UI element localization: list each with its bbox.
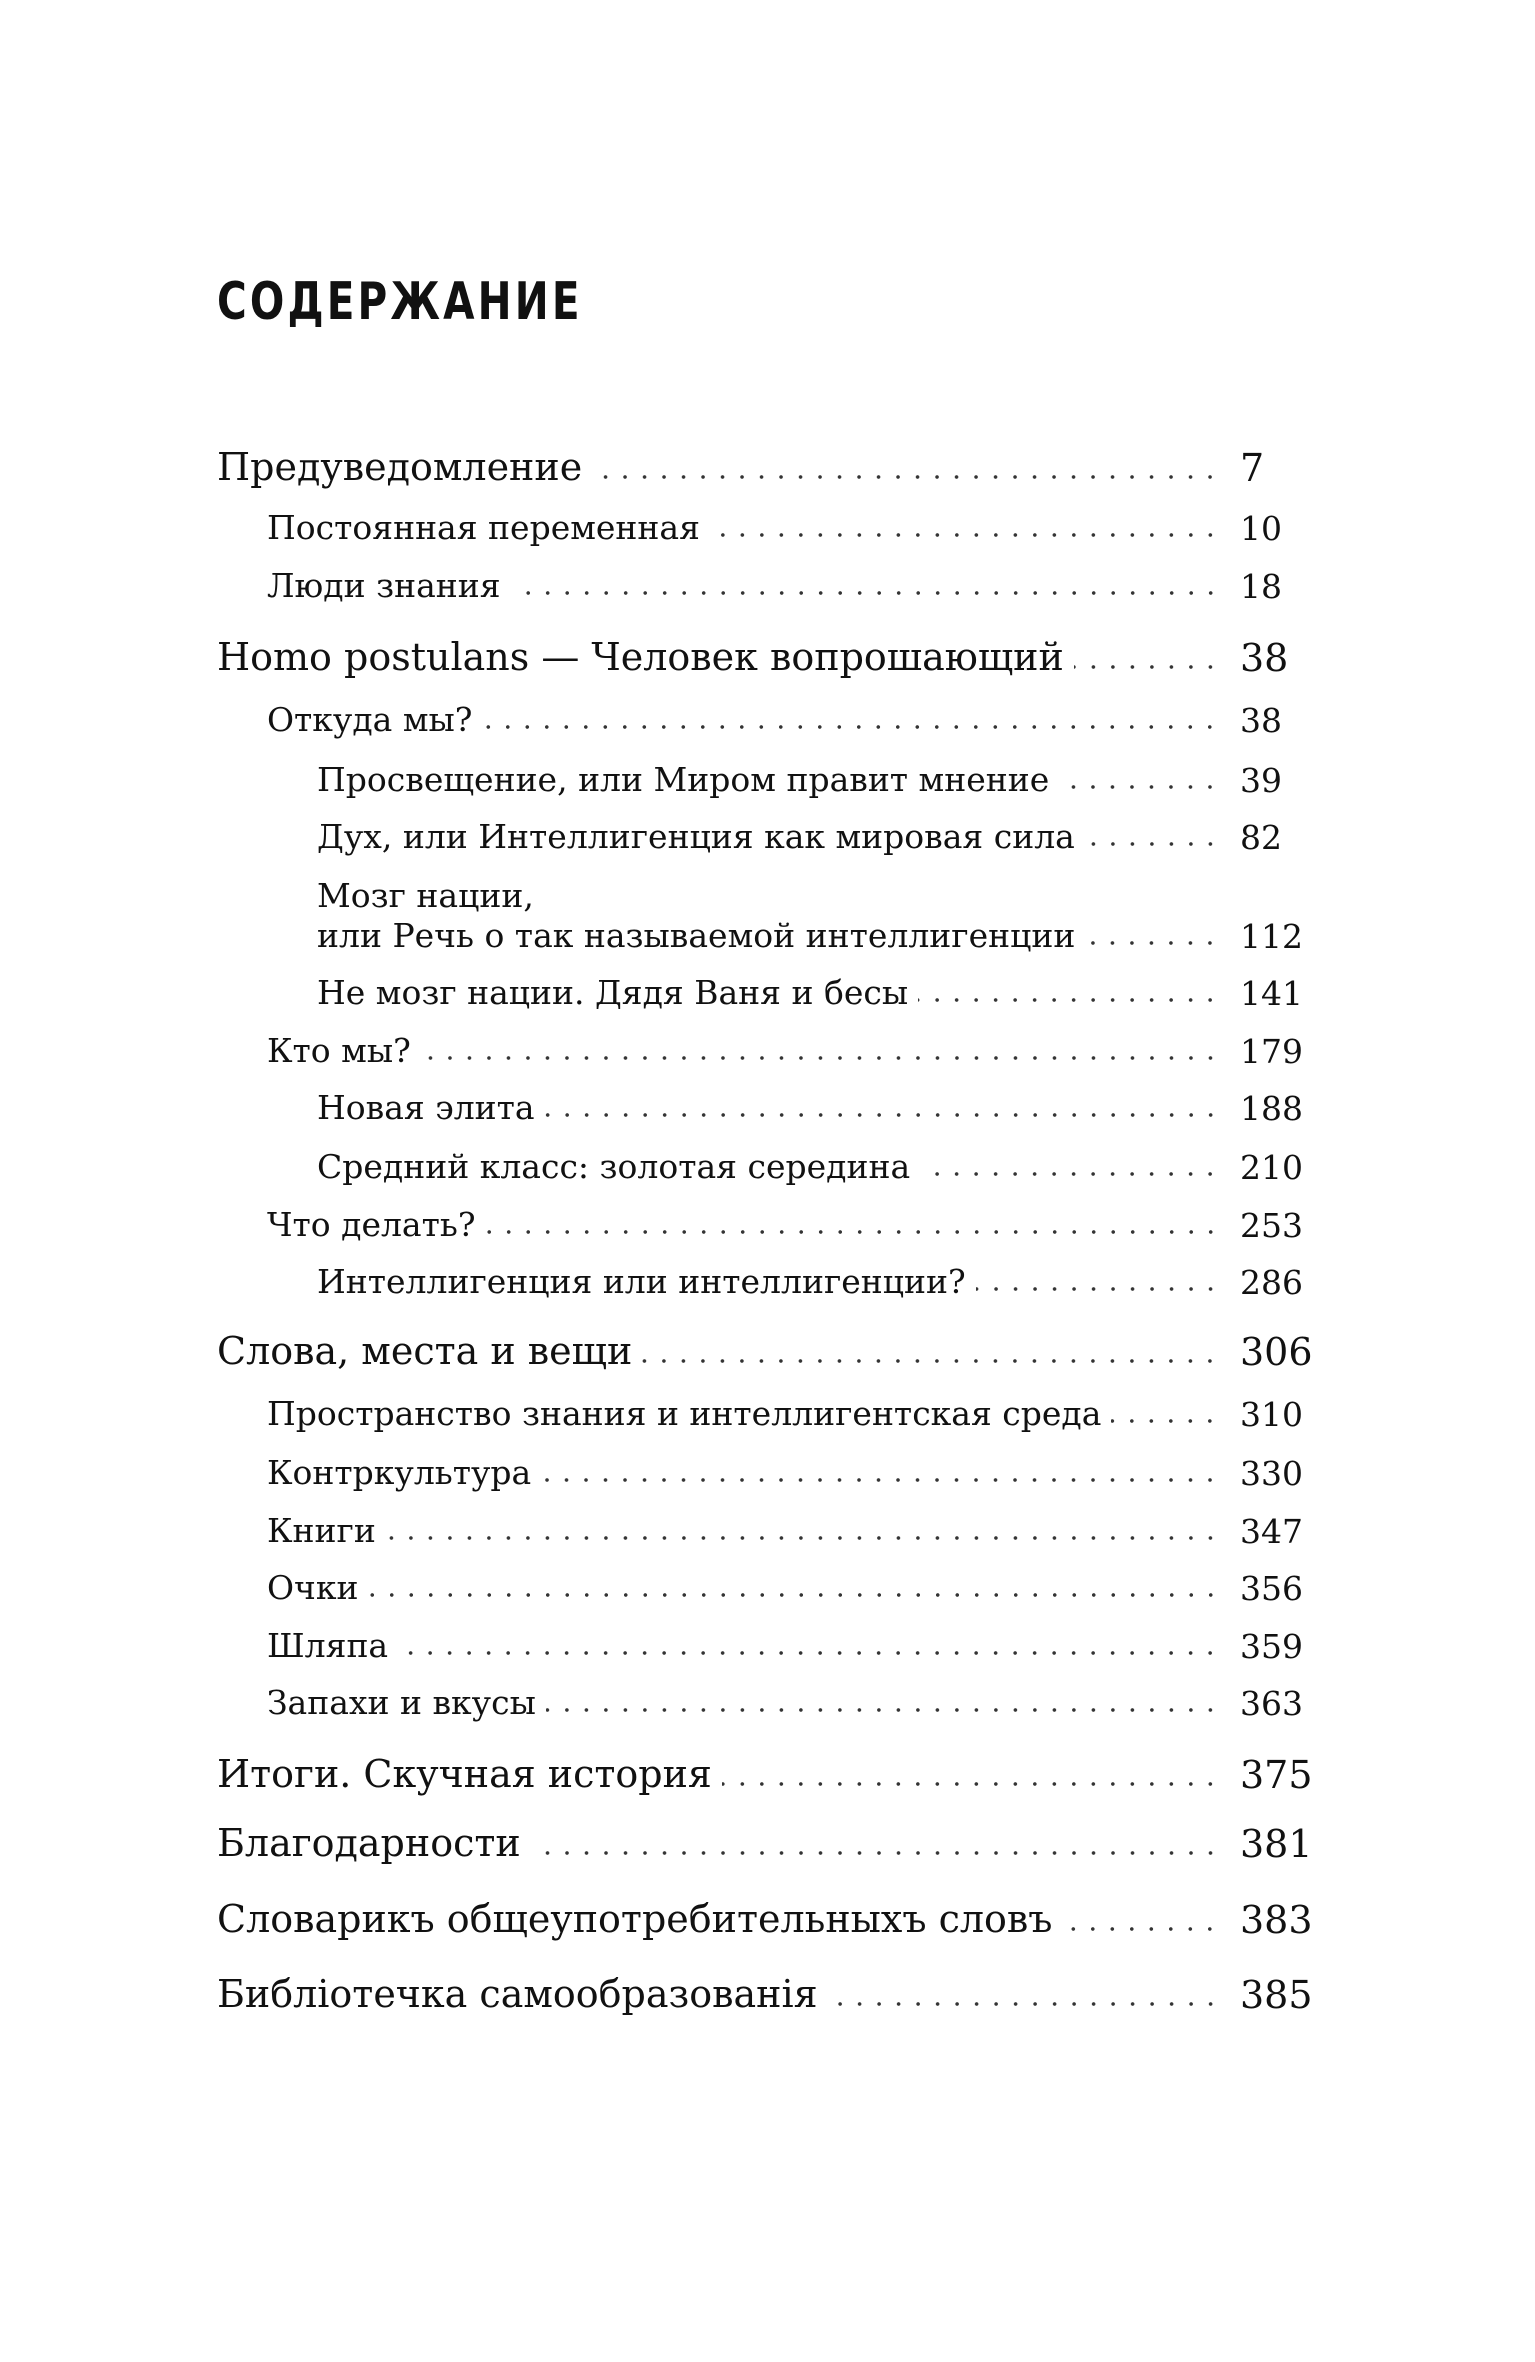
toc-entry-title: Словарикъ общеупотребительныхъ словъ [217,1896,1053,1941]
toc-entry [0,566,1320,606]
dot-leader [1085,940,1220,946]
toc-entry-title: Homo postulans — Человек вопрошающий [217,634,1064,679]
toc-entry-page: 363 [1240,1684,1303,1723]
toc-entry-page: 141 [1240,974,1303,1013]
toc-entry-title: Предуведомление [217,444,583,489]
toc-entry-title: Кто мы? [267,1030,411,1070]
toc-entry-page: 39 [1240,761,1282,800]
toc-entry [0,760,1320,800]
dot-leader [511,590,1220,596]
toc-entry-title: Контркультура [267,1452,532,1492]
dot-leader [642,1358,1220,1364]
dot-leader [828,2001,1220,2007]
toc-entry-title: Просвещение, или Миром правит мнение [317,759,1050,799]
toc-entry-page: 385 [1240,1973,1313,2017]
toc-entry-title: Средний класс: золотая середина [317,1146,911,1186]
toc-entry-title: Очки [267,1567,359,1607]
toc-entry-title: Новая элита [317,1087,535,1127]
toc-entry-title: Запахи и вкусы [267,1682,536,1722]
toc-entry [0,1453,1320,1493]
toc-entry-page: 375 [1240,1753,1313,1797]
dot-leader [1085,841,1220,847]
toc-entry [0,1031,1320,1071]
toc-entry-page: 306 [1240,1330,1313,1374]
dot-leader [1074,664,1220,670]
toc-entry-page: 381 [1240,1822,1313,1866]
dot-leader [1111,1418,1220,1424]
toc-entry-title: Слова, места и вещи [217,1328,633,1373]
dot-leader [722,1781,1220,1787]
toc-entry-title: Интеллигенция или интеллигенции? [317,1261,966,1301]
toc-entry [0,1896,1320,1942]
toc-entry-page: 10 [1240,509,1282,548]
toc-entry-title: Дух, или Интеллигенция как мировая сила [317,816,1075,856]
dot-leader [546,1707,1220,1713]
dot-leader [976,1286,1220,1292]
toc-entry-page: 286 [1240,1263,1303,1302]
toc-entry-title: Библіотечка самообразованія [217,1971,818,2016]
toc-entry-title: Мозг нации, или Речь о так называемой интеллигенции [317,875,1076,955]
toc-entry-title: Шляпа [267,1625,389,1665]
dot-leader [1062,1926,1220,1932]
dot-leader [369,1592,1221,1598]
dot-leader [421,1055,1220,1061]
toc-entry-title: Постоянная переменная [267,507,700,547]
toc-entry-title: Люди знания [267,565,501,605]
toc-entry-title: Что делать? [267,1204,476,1244]
toc-entry [0,876,1320,957]
toc-entry [0,1751,1320,1797]
toc-entry-page: 82 [1240,818,1282,857]
toc-entry [0,1820,1320,1866]
toc-entry-page: 188 [1240,1089,1303,1128]
dot-leader [398,1650,1220,1656]
toc-entry-page: 330 [1240,1454,1303,1493]
dot-leader [920,1171,1220,1177]
toc-entry-page: 18 [1240,567,1282,606]
toc-entry [0,1147,1320,1187]
toc-entry-title: Не мозг нации. Дядя Ваня и бесы [317,972,909,1012]
toc-entry-title: Пространство знания и интеллигентская среда [267,1393,1102,1433]
toc-entry-page: 7 [1240,446,1265,490]
toc-entry-page: 253 [1240,1206,1303,1245]
toc-entry [0,1205,1320,1245]
toc-entry [0,1511,1320,1551]
dot-leader [545,1112,1220,1118]
toc-entry [0,508,1320,548]
toc-entry [0,1262,1320,1302]
toc-entry-page: 347 [1240,1512,1303,1551]
toc-entry-title: Благодарности [217,1820,521,1865]
dot-leader [386,1535,1220,1541]
toc-entry-page: 359 [1240,1627,1303,1666]
toc-entry-page: 210 [1240,1148,1303,1187]
dot-leader [486,1229,1220,1235]
toc-entry [0,1088,1320,1128]
toc-entry-page: 383 [1240,1898,1313,1942]
toc-entry-title: Откуда мы? [267,699,473,739]
toc-entry [0,700,1320,740]
toc-entry [0,1626,1320,1666]
dot-leader [482,724,1220,730]
dot-leader [918,997,1220,1003]
dot-leader [541,1477,1220,1483]
dot-leader [531,1850,1220,1856]
toc-entry [0,817,1320,857]
toc-entry-page: 179 [1240,1032,1303,1071]
toc-entry [0,1971,1320,2017]
toc-entry-page: 38 [1240,636,1289,680]
toc-entry-page: 112 [1240,917,1303,956]
toc-entry [0,1394,1320,1434]
toc-entry-page: 310 [1240,1395,1303,1434]
toc-entry [0,1683,1320,1723]
dot-leader [710,532,1220,538]
page-title: СОДЕРЖАНИЕ [217,272,583,332]
dot-leader [592,474,1220,480]
toc-entry-title: Книги [267,1510,376,1550]
toc-entry [0,973,1320,1013]
dot-leader [1059,784,1220,790]
toc-entry-page: 356 [1240,1569,1303,1608]
toc-entry [0,444,1320,490]
toc-entry-title: Итоги. Скучная история [217,1751,712,1796]
toc-entry-page: 38 [1240,701,1282,740]
toc-entry [0,1568,1320,1608]
toc-entry [0,1328,1320,1374]
toc-entry [0,634,1320,680]
